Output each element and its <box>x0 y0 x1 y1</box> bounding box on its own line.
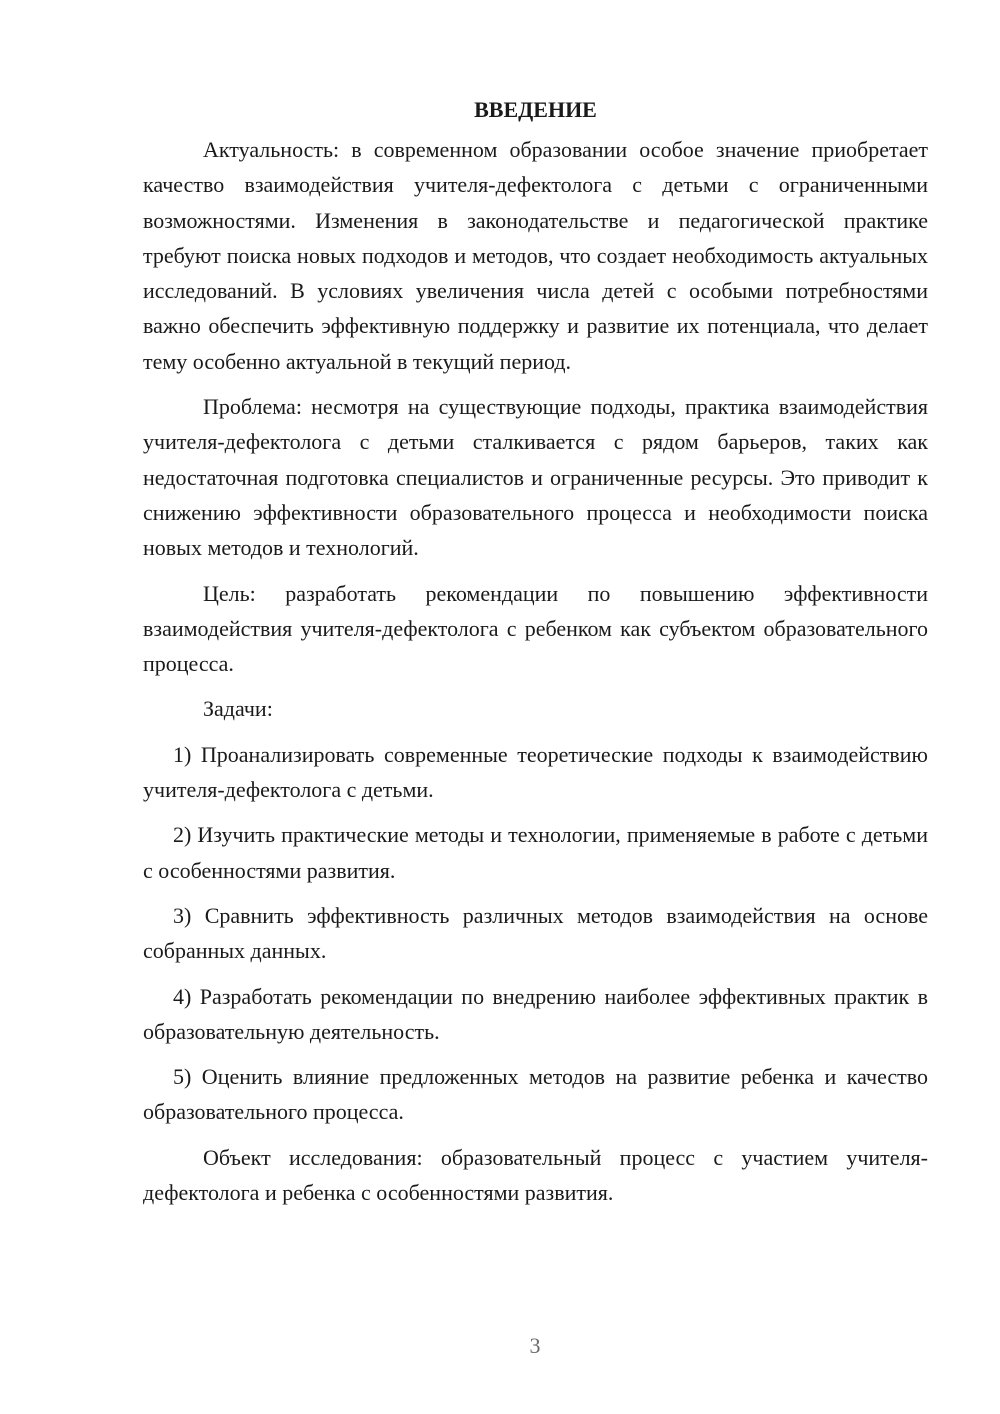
paragraph-object: Объект исследования: образовательный процесс с участием учителя-дефектолога и ребенка с особенностями развития. <box>143 1144 928 1206</box>
task-item-5: 5) Оценить влияние предложенных методов на развитие ребенка и качество образовательного процесса. <box>143 1064 928 1125</box>
document-page <box>143 92 928 1220</box>
task-item-1: 1) Проанализировать современные теоретические подходы к взаимодействию учителя-дефектолога с детьми. <box>143 741 928 803</box>
task-item-3: 3) Сравнить эффективность различных методов взаимодействия на основе собранных данных. <box>143 902 928 964</box>
tasks-heading: Задачи: <box>203 696 273 722</box>
task-item-4: 4) Разработать рекомендации по внедрению наиболее эффективных практик в образовательную деятельность. <box>143 983 928 1044</box>
page-title: ВВЕДЕНИЕ <box>474 97 597 122</box>
task-item-2: 2) Изучить практические методы и технологии, применяемые в работе с детьми с особенностями развития. <box>143 822 928 883</box>
paragraph-problem: Проблема: несмотря на существующие подходы, практика взаимодействия учителя-дефектолога с детьми сталкивается с рядом барьеров, таких как недостаточная подготовка специалистов и ограниченные ресурсы. Это приводит к снижению эффективности образовательного процесса и необходимости поиска новых методов и технологий. <box>143 394 928 561</box>
paragraph-relevance: Актуальность: в современном образовании особое значение приобретает качество взаимодействия учителя-дефектолога с детьми с ограниченными возможностями. Изменения в законодательстве и педагогической практике требуют поиска новых подходов и методов, что создает необходимость актуальных исследований. В условиях увеличения числа детей с особыми потребностями важно обеспечить эффективную поддержку и развитие их потенциала, что делает тему особенно актуальной в текущий период. <box>143 137 928 374</box>
paragraph-goal: Цель: разработать рекомендации по повышению эффективности взаимодействия учителя-дефектолога с ребенком как субъектом образовательного процесса. <box>143 580 928 677</box>
page-number: 3 <box>529 1333 541 1358</box>
